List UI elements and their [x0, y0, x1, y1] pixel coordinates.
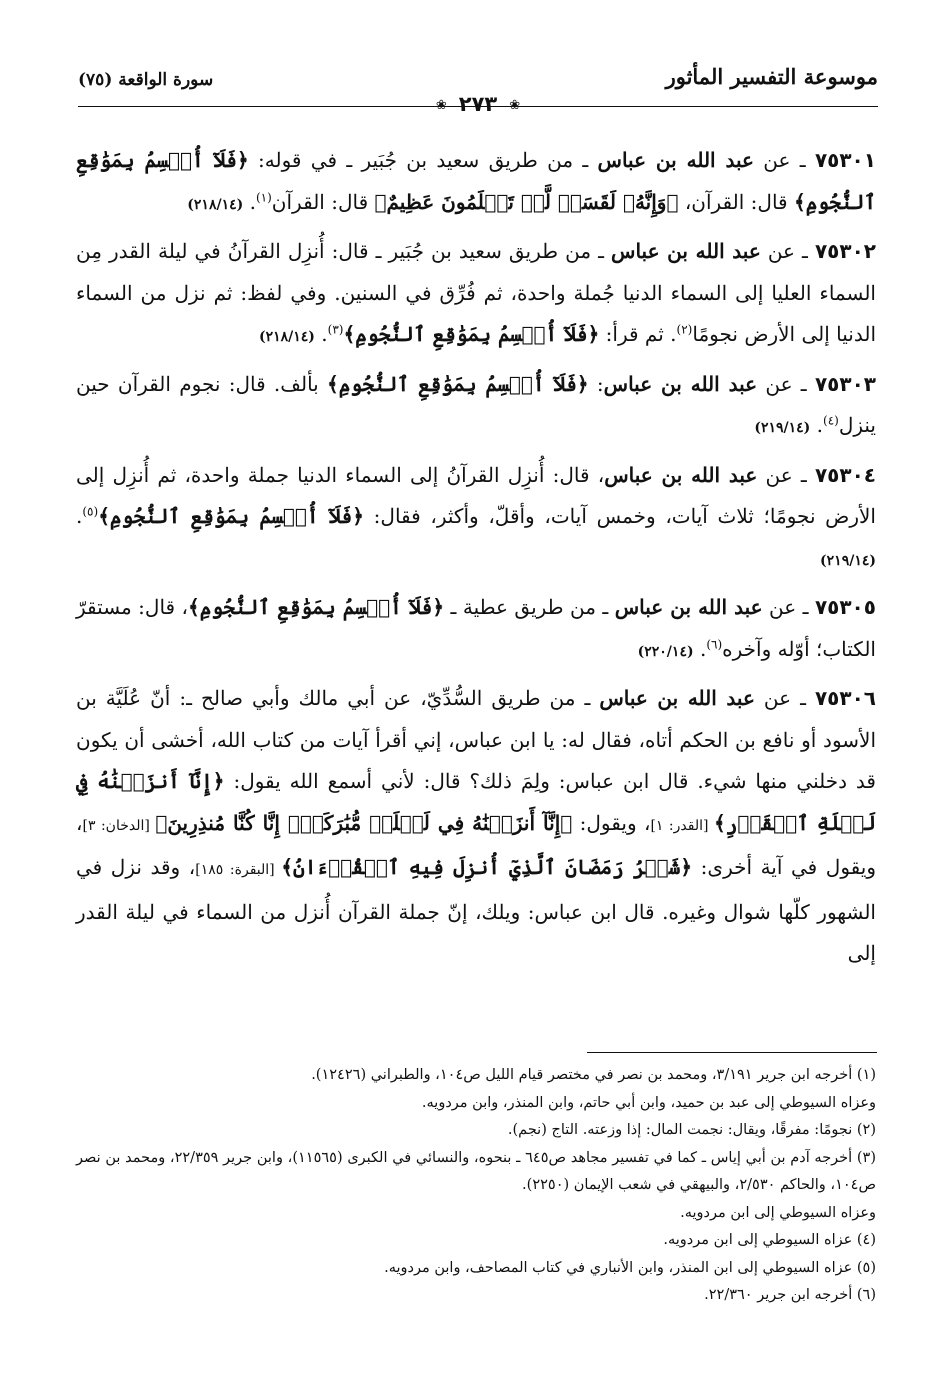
entry-number: ٧٥٣٠٤ — [814, 462, 876, 487]
entry-number: ٧٥٣٠٥ — [814, 595, 876, 619]
narrator-name: عبد الله بن عباس — [614, 595, 763, 619]
footnote-line: (٦) أخرجه ابن جرير ٢٢/٣٦٠. — [704, 1287, 876, 1303]
source-reference: (٢١٨/١٤) — [187, 196, 244, 213]
quran-verse: ﴿إِنَّآ أَنزَلۡنَٰهُ فِي لَيۡلَةٖ مُّبَٰرَكَةٍۚ إِنَّا كُنَّا مُنذِرِينَ﴾ — [155, 810, 573, 835]
entry-text: ، ويقول: — [572, 810, 651, 835]
footnote-marker[interactable]: (٤) — [823, 413, 839, 428]
narration-entry — [76, 231, 876, 359]
footnote-line: (١) أخرجه ابن جرير ٣/١٩١، ومحمد بن نصر في مختصر قيام الليل ص١٠٤، والطبراني (١٢٤٢٦). — [311, 1067, 876, 1083]
main-text — [76, 140, 876, 980]
book-title: موسوعة التفسير المأثور — [665, 64, 878, 89]
entry-text: ـ من طريق السُّدِّيّ، عن أبي مالك وأبي صالح ـ: أنّ عُلَيَّة بن الأسود أو نافع بن الحكم أتاه، فقال له: يا ابن عباس، إني أقرأ آيات من كتاب الله، أخشى أن يكون قد دخلني منها شيء. قال ابن عباس: ولِمَ ذلك؟ قال: لأني أسمع الله يقول: — [76, 686, 876, 793]
verse-reference: [البقرة: ١٨٥] — [195, 862, 282, 878]
entry-text: ـ عن — [754, 686, 815, 710]
footnote-marker[interactable]: (٥) — [82, 504, 99, 519]
footnotes — [76, 1062, 876, 1310]
entry-text: ـ عن — [754, 148, 815, 172]
header-rule — [78, 106, 878, 107]
footnote-marker[interactable]: (٣) — [327, 322, 344, 337]
entry-text: ـ عن — [762, 595, 815, 619]
entry-number: ٧٥٣٠١ — [814, 148, 876, 172]
source-reference: (٢١٩/١٤) — [754, 420, 811, 436]
narrator-name: عبد الله بن عباس — [599, 686, 755, 710]
source-reference: (٢١٨/١٤) — [258, 329, 315, 345]
entry-text: : — [588, 371, 604, 396]
entry-text: . — [810, 413, 823, 437]
footnote-line: (٥) عزاه السيوطي إلى ابن المنذر، وابن الأنباري في كتاب المصاحف، وابن مردويه. — [384, 1259, 876, 1276]
entry-text: قال: القرآن، — [678, 189, 794, 214]
narration-entry — [76, 364, 876, 450]
quran-verse: ﴿وَإِنَّهُۥ لَقَسَمٞ لَّوۡ تَعۡلَمُونَ عَظِيمٌ﴾ — [374, 189, 679, 214]
footnote-line: (٣) أخرجه آدم بن أبي إياس ـ كما في تفسير مجاهد ص٦٤٥ ـ بنحوه، والنسائي في الكبرى (١١٥٦٥)، وابن جرير ٢٢/٣٥٩، ومحمد بن نصر ص١٠٤، والحاكم ٢/٥٣٠، والبيهقي في شعب الإيمان (٢٢٥٠). — [76, 1149, 876, 1193]
entry-text: ، قال: أُنزِل القرآنُ إلى السماء الدنيا جملة واحدة، ثم أُنزِل إلى الأرض نجومًا؛ ثلاث آيات، وخمس آيات، وأقلّ، وأكثر، فقال: — [76, 462, 876, 528]
narrator-name: عبد الله بن عباس — [611, 239, 761, 263]
narration-entry — [76, 678, 876, 975]
entry-text: ، قال: مستقرّ الكتاب؛ أوّله وآخره — [76, 595, 876, 661]
entry-number: ٧٥٣٠٦ — [814, 686, 876, 710]
entry-text: ـ من طريق سعيد بن جُبَير ـ في قوله: — [248, 148, 598, 172]
entry-text: ـ عن — [757, 371, 815, 396]
entry-text: ـ من طريق عطية ـ — [444, 595, 615, 619]
quran-verse: ﴿فَلَآ أُقۡسِمُ بِمَوَٰقِعِ ٱلنُّجُومِ﴾ — [98, 504, 364, 528]
entry-text: . ثم قرأ: — [599, 322, 677, 346]
footnote-line: وعزاه السيوطي إلى ابن مردويه. — [680, 1204, 876, 1221]
entry-number: ٧٥٣٠٣ — [814, 371, 876, 396]
entry-text: ـ عن — [757, 462, 815, 487]
footnote-line: (٤) عزاه السيوطي إلى ابن مردويه. — [663, 1232, 876, 1248]
narration-entry — [76, 587, 876, 673]
quran-verse: ﴿شَهۡرُ رَمَضَانَ ٱلَّذِيٓ أُنزِلَ فِيهِ ٱلۡقُرۡءَانُ﴾ — [281, 855, 693, 879]
quran-verse: ﴿فَلَآ أُقۡسِمُ بِمَوَٰقِعِ ٱلنُّجُومِ﴾ — [327, 371, 589, 396]
footnote-line: (٢) نجومًا: مفرقًا، ويقال: نجمت المال: إذا وزعته. التاج (نجم). — [507, 1122, 876, 1138]
footnote-marker[interactable]: (٢) — [676, 322, 693, 337]
entry-text: قال: القرآن — [271, 189, 375, 214]
quran-verse: ﴿فَلَآ أُقۡسِمُ بِمَوَٰقِعِ ٱلنُّجُومِ﴾ — [343, 322, 600, 346]
page-number-block — [78, 92, 878, 116]
footnote-marker[interactable]: (١) — [255, 189, 272, 204]
surah-title: سورة الواقعة (٧٥) — [78, 70, 214, 90]
entry-text: . — [693, 636, 707, 661]
entry-text: ، ويقول في آية أخرى: — [76, 810, 876, 879]
entry-text: ، وقد نزل في الشهور كلّها شوال وغيره. قال ابن عباس: ويلك، إنّ جملة القرآن أُنزل من السماء في ليلة القدر إلى — [76, 855, 876, 965]
entry-text: . — [243, 189, 256, 214]
verse-reference: [القدر: ١] — [650, 817, 714, 834]
entry-text: ـ عن — [760, 239, 815, 263]
narrator-name: عبد الله بن عباس — [597, 148, 754, 172]
quran-verse: ﴿فَلَآ أُقۡسِمُ بِمَوَٰقِعِ ٱلنُّجُومِ﴾ — [76, 148, 876, 214]
narrator-name: عبد الله بن عباس — [604, 462, 758, 487]
narrator-name: عبد الله بن عباس — [603, 371, 758, 396]
quran-verse: ﴿فَلَآ أُقۡسِمُ بِمَوَٰقِعِ ٱلنُّجُومِ﴾ — [188, 595, 445, 619]
narration-entry — [76, 140, 876, 226]
ornament-icon: ❀ — [509, 97, 521, 113]
narration-entry — [76, 455, 876, 583]
entry-number: ٧٥٣٠٢ — [814, 239, 876, 263]
footnote-separator — [587, 1052, 877, 1053]
page-number: ٢٧٣ — [458, 92, 498, 116]
entry-text: . — [76, 504, 83, 528]
source-reference: (٢١٩/١٤) — [820, 552, 876, 569]
quran-verse: ﴿إِنَّآ أَنزَلۡنَٰهُ فِي لَيۡلَةِ ٱلۡقَدۡرِ﴾ — [76, 769, 876, 835]
footnote-marker[interactable]: (٦) — [706, 636, 723, 651]
source-reference: (٢٢٠/١٤) — [637, 643, 694, 660]
footnote-line: وعزاه السيوطي إلى عبد بن حميد، وابن أبي حاتم، وابن المنذر، وابن مردويه. — [421, 1094, 876, 1111]
ornament-icon: ❀ — [435, 97, 447, 113]
entry-text: بألف. قال: نجوم القرآن حين ينزل — [76, 371, 876, 437]
entry-text: . — [314, 322, 328, 346]
page-header — [78, 62, 878, 122]
verse-reference: [الدخان: ٣] — [82, 817, 156, 834]
entry-text: ـ من طريق سعيد بن جُبَير ـ قال: أُنزِل القرآنُ في ليلة القدر مِن السماء العليا إلى السماء الدنيا جُملة واحدة، ثم فُرِّق في السنين. وفي لفظ: ثم نزل من السماء الدنيا إلى الأرض نجومًا — [76, 239, 876, 346]
